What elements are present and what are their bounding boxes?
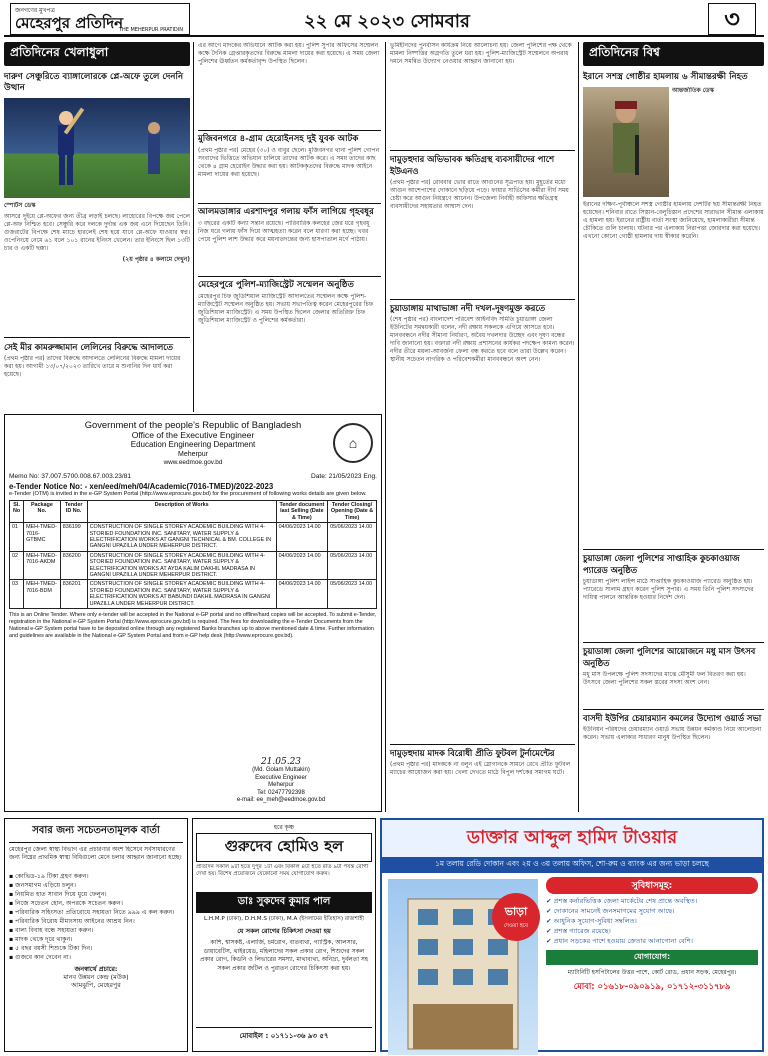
homeo-degree: L.H.M.P (ঢাকা), D.H.M.S (ঢাকা), M.A (ইসলামের ইতিহাস) রাজশাহী (203, 916, 365, 922)
eed-seal-icon: ⌂ (333, 423, 373, 463)
tender-cell: 836199 (60, 523, 87, 552)
benefit-item: ✔ প্রধান সড়কের পাশে হওয়ায় ক্রেতার আনাগোনা বেশি। (546, 937, 693, 945)
newspaper-name-en: THE MEHERPUR PRATIDIN (118, 27, 183, 33)
sports-banner: প্রতিদিনের খেলাধুলা (4, 42, 190, 66)
soldier-photo (583, 87, 669, 197)
tender-cell: CONSTRUCTION OF SINGLE STOREY ACADEMIC BUILDING WITH 4-STORIED FOUNDATION INC. SANITARY, WATER SUPPLY & ELECTRIFICATION WORKS AT AYDA KALIM DAKHIL MADRASA IN GANGNI UPAZILLA UNDER MEHERPUR DISTRICT. (87, 551, 276, 580)
tender-header-cell: Tender Closing/ Opening (Date & Time) (328, 501, 377, 523)
world-body-3: মধু মাস উপলক্ষে পুলিশ সদস্যদের মাঝে মৌসুমী ফল বিতরণ করা হয়। উৎসবে জেলা পুলিশের সকল স্তরের সদস্য অংশ নেন। (583, 671, 746, 686)
benefits-list (546, 897, 758, 946)
awareness-item: ▪ গুজবে কান দেবেন না। (9, 954, 71, 961)
contact-title: যোগাযোগ: (546, 950, 758, 965)
awareness-title: সবার জন্য সচেতনতামূলক বার্তা (9, 823, 183, 843)
world-section (578, 42, 764, 812)
tender-header-cell: Package No. (24, 501, 61, 523)
awareness-item: ▪ মাদক থেকে দূরে থাকুন। (9, 936, 73, 943)
signature-email[interactable]: e-mail: ee_meh@eedmoe.gov.bd (236, 797, 326, 804)
middle-body-1: (প্রথম পৃষ্ঠার পর) মেহের (৩০) ও বাবুর ছেলে। মুজিবনগর থানা পুলিশ গোপন সংবাদের ভিত্তিতে অভিযান চালিয়ে তাদের আটক করে। এ সময় তাদের কাছ থেকে ৪ গ্রাম হেরোইন উদ্ধার করা হয়। আটককৃতদের বিরুদ্ধে মাদক আইনে মামলা দায়ের করা হয়েছে। (198, 147, 380, 178)
soldier-icon (583, 87, 669, 197)
tender-cell: 04/06/2023 14.00 (276, 523, 327, 552)
world-headline[interactable]: ইরানে সশস্ত্র গোষ্ঠীর হামলায় ৬ সীমান্তরক্ষী নিহত (583, 72, 748, 82)
benefits-title: সুবিধাসমূহ: (546, 877, 758, 894)
awareness-item: ▪ জনসমাগম এড়িয়ে চলুন। (9, 882, 77, 889)
homeo-body: কাশি, শ্বাসকষ্ট, এলার্জি, চর্মরোগ, বাতব্যথা, গ্যাস্ট্রিক, আলসার, ডায়াবেটিস, থাইরয়েড, মহিলাদের সকল প্রকার রোগ, শিশুদের সকল প্রকার রোগ, কিডনি ও লিভারের সমস্যা, মাথাব্যথা, অনিদ্রা, দুর্বলতা সহ সকল প্রকার জটিল ও পুরাতন রোগের চিকিৎসা করা হয়। (199, 939, 369, 972)
tower-address: ম্যাটার্নিটি হসপিটালের উত্তর পাশে, কোর্ট রোড, প্রধান সড়ক, মেহেরপুর। (567, 969, 737, 976)
awareness-list (9, 872, 183, 962)
awareness-item: ▪ বাল্য বিবাহ বন্ধে সহায়তা করুন। (9, 927, 94, 934)
benefit-item: ✔ দোকানের সামনেই জনসমাগমের সুযোগ আছে। (546, 907, 675, 915)
homeo-doctor: ডাঃ সুকদেব কুমার পাল (196, 892, 372, 913)
tender-cell: CONSTRUCTION OF SINGLE STOREY ACADEMIC BUILDING WITH 4-STORIED FOUNDATION INC. SANITARY, WATER SUPPLY & ELECTRIFICATION WORKS AT BABUNDI DAKHIL MADRASA IN GANGNI UPAZILLA UNDER MEHERPUR DISTRICT. (87, 580, 276, 609)
col3-headline-1[interactable]: দামুড়হুদার অভিভাবক ক্ষতিগ্রস্থ ব্যবসায়ীদের পাশে ইউএনও (390, 150, 575, 177)
issue-date: ২২ মে ২০২৩ সোমবার (304, 11, 470, 32)
masthead-tagline: জনগণের মুখপত্র (15, 7, 55, 14)
sports-photo-caption: স্পোর্টস ডেস্ক (4, 202, 36, 209)
homeo-contact[interactable]: মোবাইল : ০১৭১১-৩৬ ৯৩ ৫৭ (196, 1027, 372, 1042)
middle-body-2: ৩ বছরের একটি কন্যা সন্তান রয়েছে। পারিবারিক কলহের জের ধরে গৃহবধূ নিজ ঘরে গলায় ফাঁস দিয়ে আত্মহত্যা করেন বলে ধারণা করা হচ্ছে। খবর পেয়ে পুলিশ লাশ উদ্ধার করে ময়নাতদন্তের জন্য হাসপাতাল মর্গে পাঠায়। (198, 220, 370, 243)
signature-title: Executive Engineer (255, 774, 307, 781)
benefit-item: ✔ প্রশস্ত গ্যারেজ রয়েছে। (546, 927, 611, 935)
middle-headline-1[interactable]: মুজিবনগরে ৪-গ্রাম হেরোইনসহ দুই যুবক আটক (198, 130, 381, 145)
cricket-photo (4, 98, 190, 198)
awareness-intro: মেহেরপুর জেলা স্বাস্থ্য বিভাগ এর প্রচারণার অংশ হিসেবে সর্বসাধারণের জন্য নিম্নের প্রাথমিক স্বাস্থ্য বিধিগুলো মেনে চলার আহ্বান জানানো হচ্ছে। (9, 846, 182, 861)
tender-web[interactable]: www.eedmoe.gov.bd (163, 459, 223, 466)
tender-cell: MEH-TMED-7016-AKDM (24, 551, 61, 580)
col3-headline-3[interactable]: দামুড়হুদায় মাদক বিরোধী প্রীতি ফুটবল টুর্নামেন্টের (390, 744, 575, 759)
sports-body: আসরে দুইয়ে প্লে-অফের জন্য তীব্র লড়াই চলছে। লাহোরের বিপক্ষে জয় পেলে প্লে-অফ নিশ্চিত হবে। সেঞ্চুরি করে দলকে দুর্দান্ত এক জয় এনে দিয়েছেন তিনি। গুজরাটের বিপক্ষে শেষ ম্যাচে হারলেই শেষ হয়ে যাবে প্লে-অফে যাওয়ার স্বপ্ন। ওপেনিংয়ে নেমে ৬১ বলে ১০১ রানের ইনিংস খেলেন। তার ইনিংসে ছিল ১৩টি চার ও একটি ছক্কা। (4, 213, 190, 252)
benefit-item: ✔ প্রশস্ত কর্নারভিত্তিক জেলা মার্কেটের শেষ প্রান্তে অবস্থিত। (546, 897, 698, 905)
tender-row (10, 580, 377, 609)
awareness-item: ▪ ৫ বছর বয়সী শিশুকে টিকা দিন। (9, 945, 93, 952)
tender-cell: MEH-TMED-7016-GTBMC (24, 523, 61, 552)
tower-phone[interactable]: মোবা: ০১৬১৮-০৯০৯১৯, ০১৭১২-৩১১৭৮৯ (573, 981, 731, 991)
signature-date: 21.05.23 (260, 757, 302, 768)
newspaper-name: মেহেরপুর প্রতিদিন (15, 14, 124, 32)
newspaper-logo (10, 3, 190, 35)
tender-header-cell: Sl. No (10, 501, 24, 523)
rent-badge (492, 893, 540, 941)
world-body: ইরানের দক্ষিণ-পূর্বাঞ্চলে সশস্ত্র গোষ্ঠীর হামলায় দেশটির ছয় সীমান্তরক্ষী নিহত হয়েছেন। শনিবার রাতে সিস্তান-বেলুচিস্তান প্রদেশের সারাভান সীমান্ত এলাকায় এ হামলা হয়। ইরানের রাষ্ট্রীয় বার্তা সংস্থা জানিয়েছে, হামলাকারীরা সীমান্ত চৌকিতে গুলি চালায়। ঘটনার পর এলাকায় নিরাপত্তা জোরদার করা হয়েছে। এখনো কোনো গোষ্ঠী হামলার দায় স্বীকার করেনি। (583, 201, 764, 240)
tender-cell: 05/06/2023 14.00 (328, 580, 377, 609)
tender-cell: 03 (10, 580, 24, 609)
page-number: ৩ (708, 3, 756, 35)
tender-cell: 01 (10, 523, 24, 552)
tender-date: Date: 21/05/2023 Eng. (311, 473, 377, 480)
awareness-item: ▪ পরিবারিক সহিংসতা প্রতিরোধে সহায়তা নিতে ৯৯৯ এ কল করুন। (9, 909, 175, 916)
awareness-footer-place: আমঝুপি, মেহেরপুর (71, 981, 121, 989)
sports-section (4, 42, 190, 412)
world-headline-3[interactable]: চুয়াডাঙ্গা জেলা পুলিশের আয়োজনে মধু মাস উৎসব অনুষ্ঠিত (583, 642, 764, 669)
tender-intro: e-Tender (OTM) is invited in the e-GP System Portal (http://www.eprocure.gov.bd) for the procurement of following works details are given below. (9, 491, 367, 497)
tender-cell: 05/06/2023 14.00 (328, 523, 377, 552)
tender-notice (4, 414, 382, 812)
tender-notes: This is an Online Tender. Where only e-tender will be accepted in the National e-GP portal and no offline/hard copies will be accepted. To submit e-Tender, registration in the National e-GP System Portal (http://www.eprocure.gov.bd) is required. The fees for downloading the e-Tender Documents from the National e-GP System portal have to be deposited online through any registered Banks branches up to above mentioned date & time. Further information and guidelines are available in the National e-GP System Portal and from e-GP help desk (http://www.eprocure.gov.bd). (9, 612, 377, 640)
middle-headline-3[interactable]: মেহেরপুরে পুলিশ-ম্যাজিস্ট্রেট সম্মেলন অনুষ্ঠিত (198, 276, 381, 291)
sports-continued: (২য় পৃষ্ঠার ৪ কলামে দেখুন) (122, 256, 190, 263)
awareness-item: ▪ নিয়মিত হাত সাবান দিয়ে ধুয়ে ফেলুন। (9, 891, 107, 898)
tender-dept: Education Engineering Department (130, 440, 256, 449)
col3-body-2: (শেষ পৃষ্ঠার পর) বাংলাদেশ পরিবেশ আইনবিদ সমিতি চুয়াডাঙ্গা জেলা ইউনিটের সমন্বয়কারী বলেন, নদী রক্ষায় সকলকে এগিয়ে আসতে হবে। মানববন্ধনে নদীর সীমানা নির্ধারণ, অবৈধ দখলদার উচ্ছেদ এবং দূষণ বন্ধের দাবি জানানো হয়। বক্তারা নদী রক্ষায় প্রশাসনের কার্যকর পদক্ষেপ কামনা করেন। নদীর তীরে ময়লা-আবর্জনা ফেলা বন্ধ করতে হবে বলে তারা উল্লেখ করেন। স্থানীয় সচেতন নাগরিক ও পরিবেশকর্মীরা মানববন্ধনে অংশ নেন। (390, 316, 575, 363)
world-headline-4[interactable]: বাসদী ইউপির চেয়ারম্যান কমলের উদ্যোগ ওয়ার্ড সভা (583, 709, 764, 724)
tender-cell: 04/06/2023 14.00 (276, 580, 327, 609)
awareness-ad (4, 818, 188, 1052)
world-body-side (672, 87, 764, 197)
benefit-item: ✔ আধুনিক সুযোগ-সুবিধা সম্বলিত। (546, 917, 637, 925)
col3-body-3: (প্রথম পৃষ্ঠার পর) মাদককে না বলুন এই স্লোগানকে সামনে রেখে প্রীতি ফুটবল ম্যাচের আয়োজন করা হয়। খেলা দেখতে মাঠে বিপুল দর্শকের সমাগম ঘটে। (390, 761, 571, 776)
tender-row (10, 551, 377, 580)
col3-section (385, 42, 575, 812)
col3-headline-2[interactable]: চুয়াডাঙ্গায় মাথাভাঙ্গা নদী দখল-দূষণমুক্ত করতে (390, 299, 575, 314)
awareness-item: ▪ নিজে সচেতন হোন, অপরকে সচেতন করুন। (9, 900, 123, 907)
signature-name: (Md. Golam Muttakin) (252, 767, 310, 774)
tender-cell: MEH-TMED-7016-BDM (24, 580, 61, 609)
tender-notice-title: e-Tender Notice No: - xen/eed/meh/04/Academic(7016-TMED)/2022-2023 (9, 482, 274, 491)
col3-body-1: (প্রথম পৃষ্ঠার পর) রোববার ভোর রাতে আগুনের সূত্রপাত হয়। মুহূর্তের মধ্যে আগুন আশেপাশের দোকানে ছড়িয়ে পড়ে। ফায়ার সার্ভিসের কর্মীরা দীর্ঘ সময় চেষ্টা করে আগুন নিয়ন্ত্রণে আনেন। উপজেলা নির্বাহী অফিসার ক্ষতিগ্রস্থ ব্যবসায়ীদের সহায়তার আশ্বাস দেন। (390, 179, 569, 210)
tender-signature (221, 759, 341, 805)
sports-second-body: (প্রথম পৃষ্ঠার পর) তাদের বিরুদ্ধে আদালতে লেলিনের বিরুদ্ধে মামলা দায়ের করা হয়। আগামী ১৩/০৭/২০২৩ তারিখে তারে ম শুনানির দিন ধার্য করা হয়েছে। (4, 355, 181, 378)
tender-cell: 836200 (60, 551, 87, 580)
tender-gov: Government of the people's Republic of Bangladesh (84, 419, 302, 430)
tender-cell: 04/06/2023 14.00 (276, 551, 327, 580)
homeo-ad (192, 818, 376, 1052)
homeo-intro: প্রতিদিন সকাল ৯টা হতে দুপুর ১টা এবং বিকাল ৪টা হতে রাত ৯টা পর্যন্ত রোগী দেখা হয়। বিশেষ প্রয়োজনে যেকোনো সময় যোগাযোগ করুন। (196, 864, 369, 877)
tender-header-cell: Tender document last Selling (Date & Time) (276, 501, 327, 523)
tender-row (10, 523, 377, 552)
homeo-name: গুরুদেব হোমিও হল (196, 833, 372, 862)
middle-section (193, 42, 381, 412)
tower-ad (380, 818, 764, 1052)
col3-intro: ভুমিহীনদের পুনর্বাসন কার্যক্রম নিয়ে আলোচনা হয়। জেলা পুলিশের পক্ষ থেকে মামলা নিষ্পত্তির অগ্রগতি তুলে ধরা হয়। পুলিশ-ম্যাজিস্ট্রেট সম্মেলনে অপরাধ দমনে সমন্বিত উদ্যোগ নেওয়ার আহ্বান জানানো হয়। (390, 42, 572, 65)
middle-body-3: মেহেরপুর চিফ জুডিশিয়াল ম্যাজিস্ট্রেট আদালতের সম্মেলন কক্ষে পুলিশ-ম্যাজিস্ট্রেট সম্মেলন অনুষ্ঠিত হয়। সভায় সভাপতিত্ব করেন মেহেরপুরের চিফ জুডিশিয়াল ম্যাজিস্ট্রেট। এ সময় উপস্থিত ছিলেন জেলার অতিরিক্ত চিফ জুডিশিয়াল ম্যাজিস্ট্রেট ও পুলিশের কর্মকর্তারা। (198, 293, 373, 324)
signature-phone: Tel: 02477792398 (257, 789, 305, 796)
tender-cell: 02 (10, 551, 24, 580)
tender-memo: Memo No: 37.007.5700.008.67.003.23/81 (9, 473, 132, 480)
middle-headline-2[interactable]: আলমডাঙ্গার এরশাদপুর গলায় ফাঁস লাগিয়ে গৃহবধূর (198, 203, 381, 218)
world-body-4: ইউনিয়ন পরিষদের চেয়ারম্যান ওয়ার্ড সভায় উন্নয়ন কর্মকাণ্ড নিয়ে আলোচনা করেন। সভায় এলাকার সাধারণ মানুষ উপস্থিত ছিলেন। (583, 726, 762, 741)
rent-badge-text: ভাড়া (504, 905, 528, 918)
signature-place: Meherpur (268, 782, 294, 789)
homeo-subhead: যে সকল রোগের চিকিৎসা দেওয়া হয় (237, 927, 331, 935)
sports-headline[interactable]: দারুণ সেঞ্চুরিতে ব্যাঙ্গালোরকে প্লে-অফে তুলে দেননি উত্থান (4, 72, 184, 93)
tender-cell: 836201 (60, 580, 87, 609)
awareness-item: ▪ কোভিড-১৯ টিকা গ্রহণ করুন। (9, 873, 89, 880)
tower-strip: ১ম তলায় রেডি দোকান এবং ২য় ও ৩য় তলায় অফিস, শো-রুম ও ব্যাংক এর জন্য ভাড়া চলছে (382, 857, 762, 873)
world-body-2: চুয়াডাঙ্গা পুলিশ লাইন্স মাঠে সাপ্তাহিক কুচকাওয়াজ প্যারেড অনুষ্ঠিত হয়। প্যারেডে সালাম গ্রহণ করেন পুলিশ সুপার। এ সময় তিনি পুলিশ সদস্যদের দায়িত্ব পালনে আন্তরিক হওয়ার নির্দেশ দেন। (583, 578, 754, 601)
tender-cell: CONSTRUCTION OF SINGLE STOREY ACADEMIC BUILDING WITH 4-STORIED FOUNDATION INC. SANITARY, WATER SUPPLY & ELECTRIFICATION WORKS AT GANGNI TECHNICAL & BM. COLLEGE IN GANGNI UPAZILLA UNDER MEHERPUR DISTRICT. (87, 523, 276, 552)
world-banner: প্রতিদিনের বিশ্ব (583, 42, 764, 66)
tender-header-cell: Tender ID No. (60, 501, 87, 523)
awareness-footer-name: মানব উন্নয়ন কেন্দ্র (মউক) (63, 973, 129, 981)
masthead (4, 3, 764, 37)
world-photo-caption: আন্তর্জাতিক ডেস্ক (672, 87, 714, 94)
tender-header-cell: Description of Works (87, 501, 276, 523)
sports-second-headline[interactable]: সেই মীর কামরুজ্জামান লেলিনের বিরুদ্ধে আদালতে (4, 337, 190, 353)
tower-name: ডাক্তার আব্দুল হামিদ টাওয়ার (382, 820, 762, 857)
tender-cell: 05/06/2023 14.00 (328, 551, 377, 580)
world-headline-2[interactable]: চুয়াডাঙ্গা জেলা পুলিশের সাপ্তাহিক কুচকাওয়াজ প্যারেড অনুষ্ঠিত (583, 549, 764, 576)
batsman-icon (4, 98, 190, 198)
tender-office: Office of the Executive Engineer (131, 430, 255, 440)
awareness-footer-title: জনস্বার্থে প্রচারে: (74, 965, 118, 973)
homeo-top: হরে কৃষ্ণ (273, 824, 295, 831)
awareness-item: ▪ পরিবারিক বিরোধ মীমাংসায় আইনের আশ্রয় নিন। (9, 918, 135, 925)
tender-district: Meherpur (178, 451, 208, 458)
tender-table (9, 500, 377, 609)
middle-intro: এর আগে মাদকের অভিযানে আটক করা হয়। পুলিশ সুপার অফিসের সম্মেলন কক্ষে দৈনিক গ্রেপ্তারকৃতদের বিরুদ্ধে মামলা দায়ের করা হয়েছে। এ সময় জেলা পুলিশের ঊর্ধ্বতন কর্মকর্তাবৃন্দ উপস্থিত ছিলেন। (198, 42, 380, 65)
rent-badge-sub: দেওয়া হবে (503, 923, 529, 929)
